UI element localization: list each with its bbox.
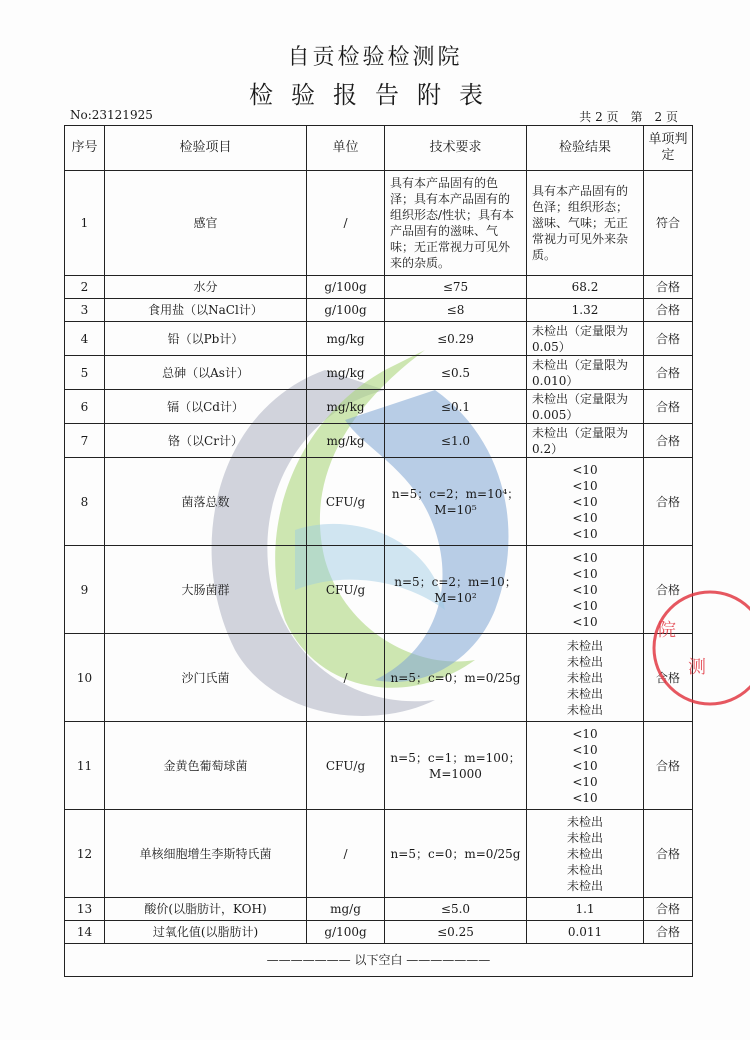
row-requirement: n=5；c=2；m=10；M=10² — [385, 546, 527, 634]
result-line: <10 — [572, 510, 598, 525]
row-requirement: ≤0.5 — [385, 356, 527, 390]
row-no: 4 — [65, 322, 105, 356]
row-no: 10 — [65, 634, 105, 722]
row-item: 单核细胞增生李斯特氏菌 — [105, 810, 307, 898]
row-unit: mg/kg — [307, 322, 385, 356]
row-no: 5 — [65, 356, 105, 390]
result-line: <10 — [572, 494, 598, 509]
row-requirement: ≤0.29 — [385, 322, 527, 356]
row-no: 11 — [65, 722, 105, 810]
result-line: <10 — [572, 726, 598, 741]
row-judge: 合格 — [644, 722, 693, 810]
row-no: 3 — [65, 299, 105, 322]
table-row — [65, 921, 693, 944]
organization-title: 自贡检验检测院 — [287, 45, 463, 70]
row-result — [527, 722, 644, 810]
result-line: <10 — [572, 790, 598, 805]
row-requirement: ≤75 — [385, 276, 527, 299]
result-line: <10 — [572, 582, 598, 597]
row-item: 酸价(以脂肪计，KOH) — [105, 898, 307, 921]
row-requirement: n=5；c=2；m=10⁴；M=10⁵ — [385, 458, 527, 546]
table-row — [65, 898, 693, 921]
report-number: No:23121925 — [70, 108, 153, 122]
row-result: 1.1 — [527, 898, 644, 921]
row-result: 未检出（定量限为0.010） — [527, 356, 644, 390]
table-row — [65, 634, 693, 722]
row-item: 铬（以Cr计） — [105, 424, 307, 458]
table-header-row — [65, 126, 693, 171]
table-row — [65, 722, 693, 810]
row-judge: 符合 — [644, 171, 693, 276]
row-item: 菌落总数 — [105, 458, 307, 546]
table-row — [65, 356, 693, 390]
row-item: 沙门氏菌 — [105, 634, 307, 722]
row-result: 68.2 — [527, 276, 644, 299]
header-no: 序号 — [65, 126, 105, 171]
row-result: 1.32 — [527, 299, 644, 322]
row-item: 大肠菌群 — [105, 546, 307, 634]
row-judge: 合格 — [644, 424, 693, 458]
row-unit: mg/kg — [307, 390, 385, 424]
row-requirement: ≤8 — [385, 299, 527, 322]
table-row — [65, 276, 693, 299]
row-requirement: ≤0.25 — [385, 921, 527, 944]
row-judge: 合格 — [644, 356, 693, 390]
svg-text:院: 院 — [658, 620, 676, 641]
header-requirement: 技术要求 — [385, 126, 527, 171]
row-requirement: ≤5.0 — [385, 898, 527, 921]
row-result — [527, 810, 644, 898]
row-item: 食用盐（以NaCl计） — [105, 299, 307, 322]
row-judge: 合格 — [644, 390, 693, 424]
row-judge: 合格 — [644, 322, 693, 356]
row-item: 总砷（以As计） — [105, 356, 307, 390]
row-item: 感官 — [105, 171, 307, 276]
row-no: 7 — [65, 424, 105, 458]
result-line: 未检出 — [566, 846, 603, 861]
result-line: 未检出 — [566, 686, 603, 701]
row-requirement: n=5；c=0；m=0/25g — [385, 810, 527, 898]
row-unit: mg/kg — [307, 356, 385, 390]
row-result — [527, 458, 644, 546]
row-judge: 合格 — [644, 898, 693, 921]
row-unit: mg/kg — [307, 424, 385, 458]
row-no: 13 — [65, 898, 105, 921]
result-line: 未检出 — [566, 670, 603, 685]
row-unit: CFU/g — [307, 722, 385, 810]
row-unit: / — [307, 810, 385, 898]
row-unit: / — [307, 171, 385, 276]
row-result: 0.011 — [527, 921, 644, 944]
row-item: 铅（以Pb计） — [105, 322, 307, 356]
row-judge: 合格 — [644, 810, 693, 898]
table-footer-row — [65, 944, 693, 977]
result-line: 未检出 — [566, 654, 603, 669]
row-requirement: ≤0.1 — [385, 390, 527, 424]
result-line: 未检出 — [566, 830, 603, 845]
row-no: 6 — [65, 390, 105, 424]
row-requirement: n=5；c=1；m=100；M=1000 — [385, 722, 527, 810]
result-line: <10 — [572, 462, 598, 477]
header-judge: 单项判定 — [644, 126, 693, 171]
row-result: 未检出（定量限为0.2） — [527, 424, 644, 458]
official-seal-stamp — [630, 578, 750, 708]
row-no: 12 — [65, 810, 105, 898]
result-line: <10 — [572, 598, 598, 613]
row-judge: 合格 — [644, 921, 693, 944]
row-result — [527, 546, 644, 634]
table-row — [65, 810, 693, 898]
result-line: 未检出 — [566, 814, 603, 829]
row-judge: 合格 — [644, 458, 693, 546]
result-line: 未检出 — [566, 638, 603, 653]
table-row — [65, 322, 693, 356]
table-row — [65, 424, 693, 458]
row-result: 具有本产品固有的色泽；组织形态；滋味、气味；无正常视力可见外来杂质。 — [527, 171, 644, 276]
row-item: 镉（以Cd计） — [105, 390, 307, 424]
inspection-results-table — [64, 125, 693, 977]
page-info: 共 2 页 第 2 页 — [579, 110, 678, 124]
result-line: <10 — [572, 478, 598, 493]
result-line: <10 — [572, 550, 598, 565]
row-requirement: n=5；c=0；m=0/25g — [385, 634, 527, 722]
row-requirement: 具有本产品固有的色泽；具有本产品固有的组织形态/性状；具有本产品固有的滋味、气味；无正常视力可见外来的杂质。 — [385, 171, 527, 276]
table-row — [65, 546, 693, 634]
row-unit: CFU/g — [307, 546, 385, 634]
row-judge: 合格 — [644, 299, 693, 322]
result-line: <10 — [572, 526, 598, 541]
row-judge: 合格 — [644, 276, 693, 299]
result-line: <10 — [572, 758, 598, 773]
row-result — [527, 634, 644, 722]
row-result: 未检出（定量限为0.05） — [527, 322, 644, 356]
result-line: 未检出 — [566, 862, 603, 877]
row-no: 14 — [65, 921, 105, 944]
row-unit: g/100g — [307, 299, 385, 322]
header-unit: 单位 — [307, 126, 385, 171]
row-no: 1 — [65, 171, 105, 276]
table-row — [65, 299, 693, 322]
row-no: 8 — [65, 458, 105, 546]
row-judge: 合格 — [644, 546, 693, 634]
result-line: 未检出 — [566, 702, 603, 717]
row-unit: mg/g — [307, 898, 385, 921]
result-line: <10 — [572, 742, 598, 757]
result-line: <10 — [572, 774, 598, 789]
row-result: 未检出（定量限为0.005） — [527, 390, 644, 424]
result-line: 未检出 — [566, 878, 603, 893]
row-unit: / — [307, 634, 385, 722]
table-row — [65, 458, 693, 546]
row-item: 水分 — [105, 276, 307, 299]
row-no: 9 — [65, 546, 105, 634]
row-unit: g/100g — [307, 276, 385, 299]
svg-text:测: 测 — [688, 657, 706, 678]
row-unit: g/100g — [307, 921, 385, 944]
row-item: 过氧化值(以脂肪计) — [105, 921, 307, 944]
header-item: 检验项目 — [105, 126, 307, 171]
header-result: 检验结果 — [527, 126, 644, 171]
result-line: <10 — [572, 614, 598, 629]
row-item: 金黄色葡萄球菌 — [105, 722, 307, 810]
result-line: <10 — [572, 566, 598, 581]
table-row — [65, 390, 693, 424]
row-requirement: ≤1.0 — [385, 424, 527, 458]
document-title: 检验报告附表 — [249, 81, 501, 109]
blank-below-note: ——————— 以下空白 ——————— — [65, 944, 693, 977]
row-no: 2 — [65, 276, 105, 299]
table-row — [65, 171, 693, 276]
row-unit: CFU/g — [307, 458, 385, 546]
row-judge: 合格 — [644, 634, 693, 722]
